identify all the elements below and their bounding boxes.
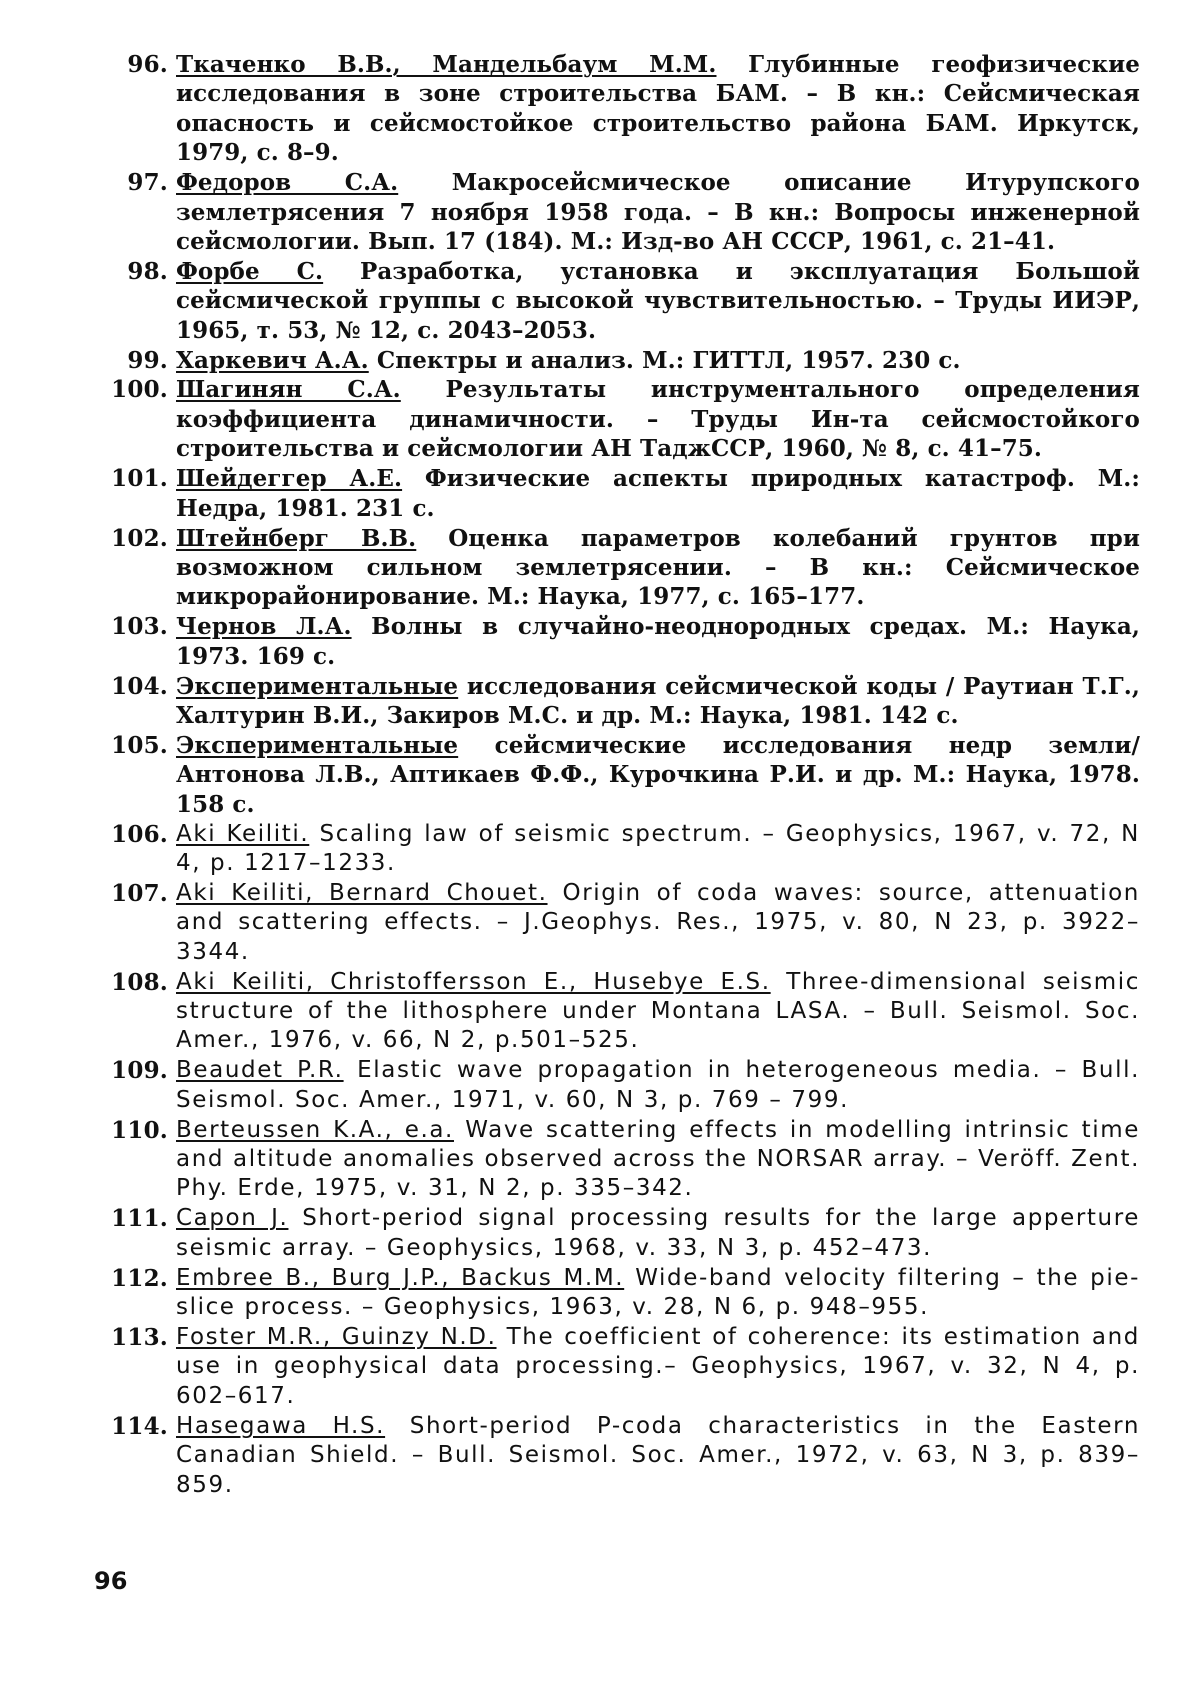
reference-body bbox=[176, 168, 1140, 256]
reference-authors: Aki Keiliti. bbox=[176, 820, 310, 847]
reference-body bbox=[176, 375, 1140, 463]
reference-text: Оценка параметров колебаний грунтов при возможном сильном землетрясении. – В кн.: Сейсмическое микрорайонирование. М.: Наука, 1977, с. 165–177. bbox=[176, 524, 1140, 611]
reference-body bbox=[176, 820, 1140, 879]
reference-authors: Capon J. bbox=[176, 1205, 289, 1232]
reference-text: Результаты инструментального определения коэффициента динамичности. – Труды Ин-та сейсмостойкого строительства и сейсмологии АН ТаджССР, 1960, № 8, с. 41–75. bbox=[176, 376, 1140, 463]
reference-text: Short-period P-coda characteristics in the Eastern Canadian Shield. – Bull. Seismol. Soc. Amer., 1972, v. 63, N 3, p. 839–859. bbox=[176, 1412, 1140, 1498]
page-number: 96 bbox=[94, 1567, 128, 1595]
reference-item bbox=[100, 464, 1140, 523]
reference-item bbox=[100, 1264, 1140, 1323]
reference-text: The coefficient of coherence: its estimation and use in geophysical data processing.– Geophysics, 1967, v. 32, N 4, p. 602–617. bbox=[176, 1323, 1141, 1409]
reference-body bbox=[176, 1323, 1140, 1411]
reference-authors: Berteussen K.A., e.a. bbox=[176, 1116, 454, 1143]
reference-body bbox=[176, 1116, 1140, 1204]
reference-authors: Штейнберг В.В. bbox=[176, 524, 417, 552]
reference-body bbox=[176, 968, 1140, 1056]
reference-text: исследования сейсмической коды / Раутиан Т.Г., Халтурин В.И., Закиров М.С. и др. М.: Наука, 1981. 142 с. bbox=[176, 672, 1140, 729]
reference-item bbox=[100, 346, 1140, 375]
reference-number: 111. bbox=[111, 1205, 168, 1233]
reference-text: Scaling law of seismic spectrum. – Geophysics, 1967, v. 72, N 4, p. 1217–1233. bbox=[176, 820, 1140, 876]
reference-body bbox=[176, 1204, 1140, 1263]
reference-item bbox=[100, 820, 1140, 879]
reference-body bbox=[176, 346, 1140, 375]
reference-authors: Beaudet P.R. bbox=[176, 1057, 344, 1084]
reference-body bbox=[176, 612, 1140, 671]
reference-body bbox=[176, 879, 1140, 967]
reference-authors: Экспериментальные bbox=[176, 672, 459, 700]
reference-number: 103. bbox=[111, 613, 168, 641]
reference-list bbox=[100, 50, 1140, 1500]
reference-item bbox=[100, 168, 1140, 256]
reference-authors: Шагинян С.А. bbox=[176, 376, 401, 404]
reference-text: Макросейсмическое описание Итурупского землетрясения 7 ноября 1958 года. – В кн.: Вопросы инженерной сейсмологии. Вып. 17 (184). М.: Изд-во АН СССР, 1961, с. 21–41. bbox=[176, 169, 1140, 255]
reference-item bbox=[100, 672, 1140, 731]
reference-item bbox=[100, 731, 1140, 819]
reference-text: сейсмические исследования недр земли/Антонова Л.В., Аптикаев Ф.Ф., Курочкина Р.И. и др. М.: Наука, 1978. 158 с. bbox=[176, 731, 1140, 818]
reference-item bbox=[100, 879, 1140, 967]
reference-text: Физические аспекты природных катастроф. М.: Недра, 1981. 231 с. bbox=[176, 465, 1140, 522]
reference-number: 107. bbox=[111, 879, 168, 907]
reference-number: 109. bbox=[111, 1057, 168, 1085]
reference-text: Wave scattering effects in modelling intrinsic time and altitude anomalies observed across the NORSAR array. – Veröff. Zent. Phy. Erde, 1975, v. 31, N 2, p. 335–342. bbox=[176, 1116, 1140, 1202]
reference-authors: Шейдеггер А.Е. bbox=[176, 465, 403, 493]
reference-number: 110. bbox=[111, 1116, 168, 1144]
reference-body bbox=[176, 731, 1140, 819]
reference-authors: Aki Keiliti, Christoffersson E., Husebye E.S. bbox=[176, 968, 771, 995]
reference-item bbox=[100, 50, 1140, 168]
reference-text: Спектры и анализ. М.: ГИТТЛ, 1957. 230 с. bbox=[368, 346, 961, 374]
reference-authors: Ткаченко В.В., Мандельбаум М.М. bbox=[176, 51, 717, 78]
reference-text: Глубинные геофизические исследования в зоне строительства БАМ. – В кн.: Сейсмическая опасность и сейсмостойкое строительство района БАМ. Иркутск, 1979, с. 8–9. bbox=[176, 51, 1140, 167]
reference-authors: Экспериментальные bbox=[176, 731, 459, 759]
reference-authors: Hasegawa H.S. bbox=[176, 1412, 386, 1439]
reference-authors: Чернов Л.А. bbox=[176, 613, 352, 641]
reference-body bbox=[176, 464, 1140, 523]
reference-text: Wide-band velocity filtering – the pie-slice process. – Geophysics, 1963, v. 28, N 6, p. 948–955. bbox=[176, 1264, 1140, 1321]
reference-item bbox=[100, 257, 1140, 345]
reference-item bbox=[100, 1323, 1140, 1411]
reference-body bbox=[176, 672, 1140, 731]
reference-number: 114. bbox=[111, 1412, 168, 1440]
reference-authors: Embree B., Burg J.P., Backus M.M. bbox=[176, 1264, 625, 1291]
reference-body bbox=[176, 257, 1140, 345]
reference-number: 105. bbox=[111, 731, 168, 759]
reference-item bbox=[100, 968, 1140, 1056]
reference-body bbox=[176, 1412, 1140, 1500]
reference-item bbox=[100, 375, 1140, 463]
reference-authors: Харкевич А.А. bbox=[176, 346, 369, 374]
reference-number: 102. bbox=[111, 524, 168, 552]
reference-body bbox=[176, 50, 1140, 168]
reference-text: Three-dimensional seismic structure of the lithosphere under Montana LASA. – Bull. Seismol. Soc. Amer., 1976, v. 66, N 2, p.501–525. bbox=[176, 968, 1140, 1054]
reference-authors: Aki Keiliti, Bernard Chouet. bbox=[176, 879, 548, 906]
reference-body bbox=[176, 1264, 1140, 1323]
reference-number: 98. bbox=[127, 257, 168, 285]
reference-item bbox=[100, 1056, 1140, 1115]
reference-authors: Федоров С.А. bbox=[176, 169, 399, 197]
reference-body bbox=[176, 1056, 1140, 1115]
reference-number: 108. bbox=[111, 968, 168, 996]
reference-item bbox=[100, 524, 1140, 612]
reference-body bbox=[176, 524, 1140, 612]
reference-number: 101. bbox=[111, 465, 168, 493]
reference-text: Разработка, установка и эксплуатация Большой сейсмической группы с высокой чувствительностью. – Труды ИИЭР, 1965, т. 53, № 12, с. 2043–2053. bbox=[176, 257, 1140, 344]
reference-number: 100. bbox=[111, 376, 168, 404]
reference-item bbox=[100, 612, 1140, 671]
reference-authors: Форбе С. bbox=[176, 257, 324, 285]
reference-number: 97. bbox=[127, 169, 168, 197]
reference-number: 106. bbox=[111, 820, 168, 848]
reference-text: Origin of coda waves: source, attenuation and scattering effects. – J.Geophys. Res., 1975, v. 80, N 23, p. 3922–3344. bbox=[176, 879, 1140, 965]
reference-number: 96. bbox=[127, 51, 168, 78]
reference-number: 99. bbox=[127, 346, 168, 374]
reference-text: Elastic wave propagation in heterogeneous media. – Bull. Seismol. Soc. Amer., 1971, v. 60, N 3, p. 769 – 799. bbox=[176, 1057, 1141, 1113]
reference-number: 112. bbox=[111, 1264, 168, 1292]
reference-number: 104. bbox=[111, 672, 168, 700]
reference-item bbox=[100, 1412, 1140, 1500]
reference-text: Волны в случайно-неоднородных средах. М.: Наука, 1973. 169 с. bbox=[176, 613, 1140, 670]
reference-text: Short-period signal processing results for the large apperture seismic array. – Geophysics, 1968, v. 33, N 3, p. 452–473. bbox=[176, 1205, 1141, 1261]
reference-item bbox=[100, 1204, 1140, 1263]
reference-item bbox=[100, 1116, 1140, 1204]
reference-number: 113. bbox=[111, 1323, 168, 1351]
reference-authors: Foster M.R., Guinzy N.D. bbox=[176, 1323, 497, 1350]
